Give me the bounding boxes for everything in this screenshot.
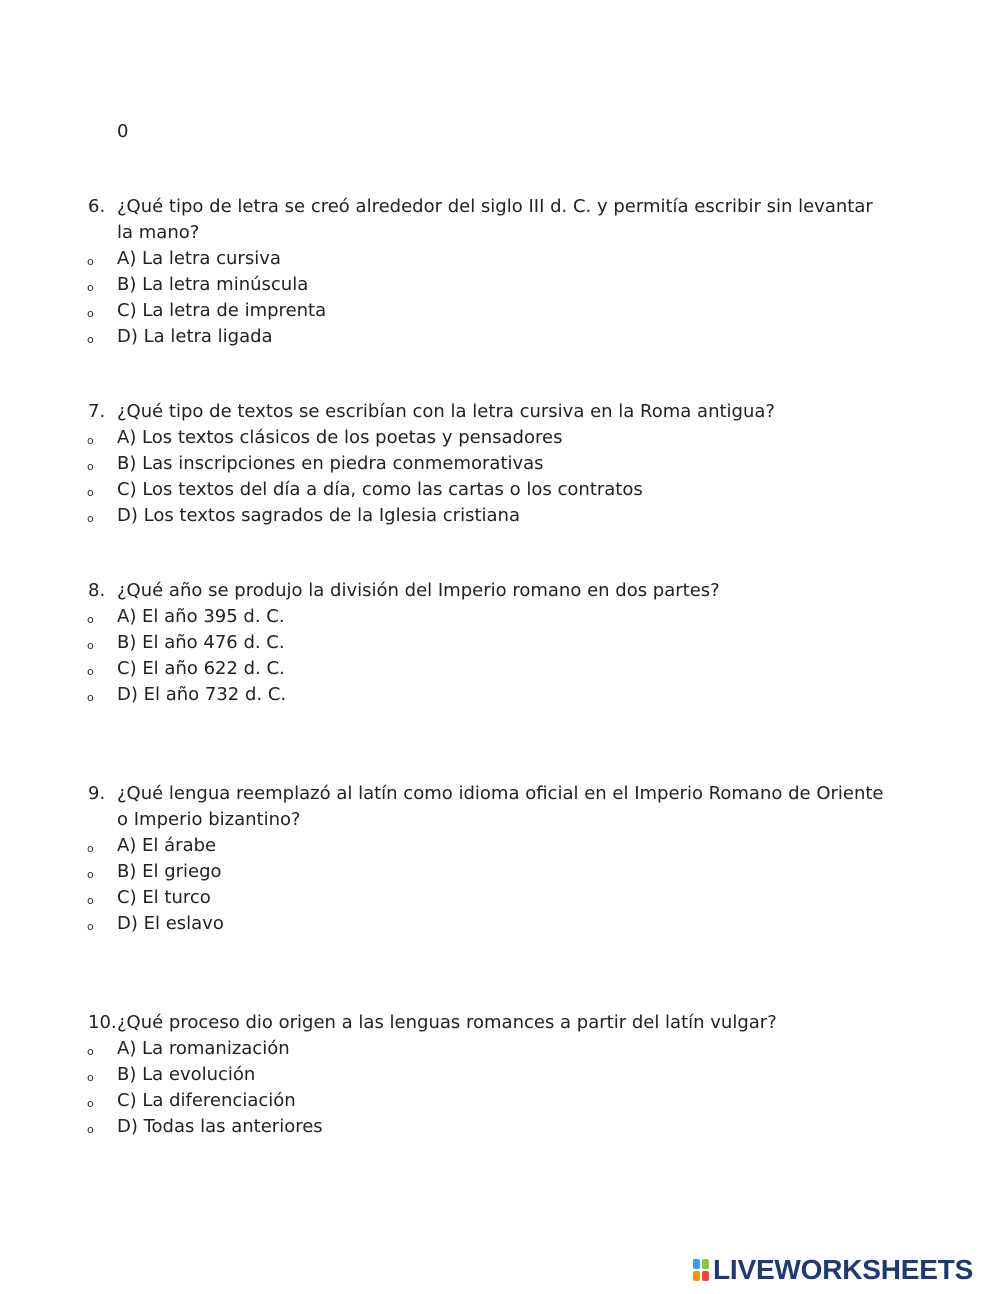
logo-square-1 [693, 1259, 700, 1269]
option-b[interactable] [0, 1062, 1000, 1088]
option-label: B) La evolución [117, 1064, 256, 1085]
bullet-icon: o [87, 920, 94, 933]
stray-zero: 0 [117, 121, 129, 142]
option-label: C) Los textos del día a día, como las cartas o los contratos [117, 479, 643, 500]
question-text: ¿Qué lengua reemplazó al latín como idioma oficial en el Imperio Romano de Oriente o Imperio bizantino? [117, 783, 884, 830]
option-label: A) Los textos clásicos de los poetas y pensadores [117, 427, 563, 448]
option-a[interactable] [0, 833, 1000, 859]
option-a[interactable] [0, 1036, 1000, 1062]
bullet-icon: o [87, 1123, 94, 1136]
option-label: D) Todas las anteriores [117, 1116, 323, 1137]
bullet-icon: o [87, 333, 94, 346]
option-label: C) El año 622 d. C. [117, 658, 285, 679]
bullet-icon: o [87, 486, 94, 499]
option-label: A) El año 395 d. C. [117, 606, 285, 627]
option-a[interactable] [0, 604, 1000, 630]
bullet-icon: o [87, 512, 94, 525]
bullet-icon: o [87, 307, 94, 320]
bullet-icon: o [87, 691, 94, 704]
option-d[interactable] [0, 503, 1000, 529]
option-label: A) El árabe [117, 835, 217, 856]
option-d[interactable] [0, 682, 1000, 708]
option-label: B) Las inscripciones en piedra conmemorativas [117, 453, 544, 474]
option-a[interactable] [0, 425, 1000, 451]
bullet-icon: o [87, 639, 94, 652]
question-9 [0, 781, 1000, 937]
bullet-icon: o [87, 434, 94, 447]
option-label: C) La diferenciación [117, 1090, 296, 1111]
logo-square-2 [702, 1259, 709, 1269]
bullet-icon: o [87, 613, 94, 626]
option-label: C) El turco [117, 887, 211, 908]
option-c[interactable] [0, 885, 1000, 911]
logo-square-3 [693, 1271, 700, 1281]
option-label: D) La letra ligada [117, 326, 273, 347]
option-b[interactable] [0, 630, 1000, 656]
option-d[interactable] [0, 911, 1000, 937]
option-label: D) El eslavo [117, 913, 224, 934]
question-8 [0, 578, 1000, 708]
option-b[interactable] [0, 451, 1000, 477]
option-label: A) La letra cursiva [117, 248, 281, 269]
bullet-icon: o [87, 1045, 94, 1058]
bullet-icon: o [87, 460, 94, 473]
option-label: D) El año 732 d. C. [117, 684, 287, 705]
bullet-icon: o [87, 868, 94, 881]
question-number: 10. [88, 1012, 117, 1033]
option-c[interactable] [0, 1088, 1000, 1114]
option-label: B) La letra minúscula [117, 274, 309, 295]
option-c[interactable] [0, 477, 1000, 503]
bullet-icon: o [87, 255, 94, 268]
bullet-icon: o [87, 665, 94, 678]
bullet-icon: o [87, 1097, 94, 1110]
question-number: 9. [88, 783, 106, 804]
option-label: D) Los textos sagrados de la Iglesia cristiana [117, 505, 520, 526]
question-text: ¿Qué tipo de letra se creó alrededor del siglo III d. C. y permitía escribir sin levantar la mano? [117, 196, 873, 243]
question-text: ¿Qué tipo de textos se escribían con la letra cursiva en la Roma antigua? [117, 401, 775, 422]
question-10 [0, 1010, 1000, 1140]
liveworksheets-logo [692, 1254, 973, 1286]
question-text: ¿Qué proceso dio origen a las lenguas romances a partir del latín vulgar? [117, 1012, 777, 1033]
logo-text: LIVEWORKSHEETS [713, 1254, 974, 1285]
option-label: B) El año 476 d. C. [117, 632, 285, 653]
bullet-icon: o [87, 1071, 94, 1084]
question-6 [0, 194, 1000, 350]
question-number: 6. [88, 196, 106, 217]
option-d[interactable] [0, 324, 1000, 350]
bullet-icon: o [87, 281, 94, 294]
bullet-icon: o [87, 894, 94, 907]
logo-square-4 [702, 1271, 709, 1281]
option-label: C) La letra de imprenta [117, 300, 327, 321]
question-number: 8. [88, 580, 106, 601]
option-c[interactable] [0, 298, 1000, 324]
option-label: B) El griego [117, 861, 222, 882]
option-c[interactable] [0, 656, 1000, 682]
option-label: A) La romanización [117, 1038, 290, 1059]
question-text: ¿Qué año se produjo la división del Imperio romano en dos partes? [117, 580, 720, 601]
option-a[interactable] [0, 246, 1000, 272]
question-7 [0, 399, 1000, 529]
option-b[interactable] [0, 859, 1000, 885]
question-number: 7. [88, 401, 106, 422]
logo-mark-icon [692, 1258, 710, 1282]
bullet-icon: o [87, 842, 94, 855]
option-b[interactable] [0, 272, 1000, 298]
option-d[interactable] [0, 1114, 1000, 1140]
